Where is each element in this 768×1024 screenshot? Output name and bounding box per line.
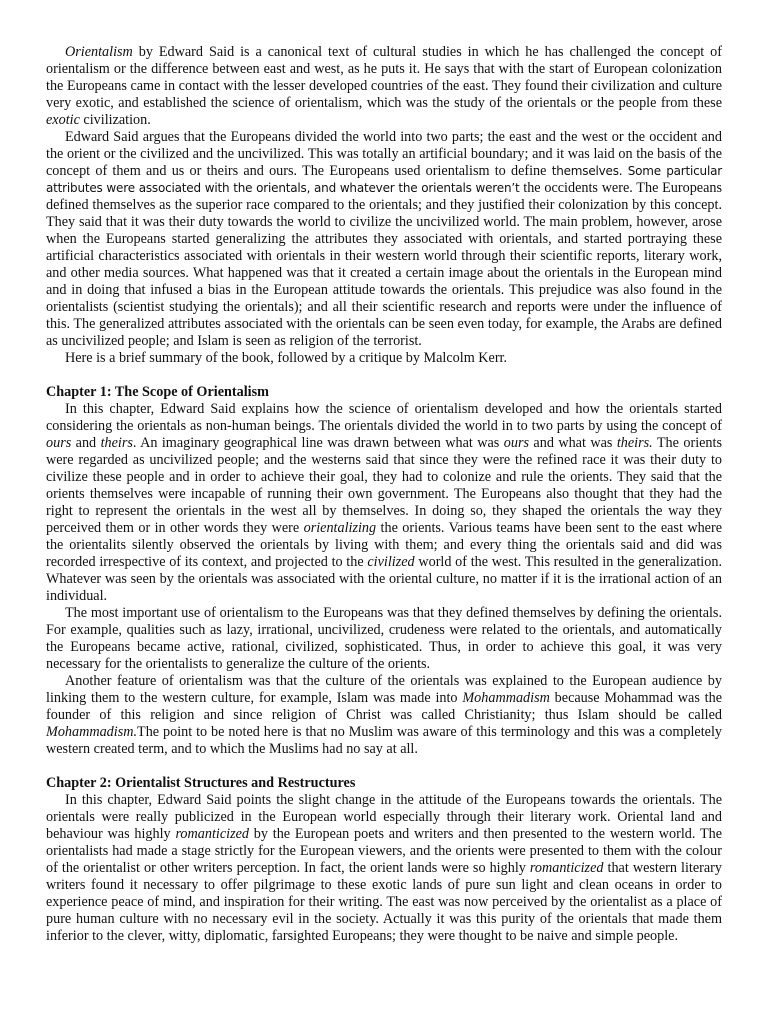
body-text-alt-font: themselves. Some particular attributes were associated with the orientals, and whatever the orientals weren’t — [46, 164, 722, 195]
body-text: by the European poets and writers and then presented to the western world. The orientalists had made a stage strictly for the European viewers, and the orients were presented to them with the colour of the orientalist or other writers perception. In fact, the orient lands were so highly — [46, 826, 722, 876]
italic-text: Orientalism — [65, 44, 133, 60]
intro-paragraph-3: Here is a brief summary of the book, followed by a critique by Malcolm Kerr. — [65, 350, 508, 366]
intro-paragraph-2 — [46, 129, 722, 350]
chapter-1-paragraph-2: The most important use of orientalism to the Europeans was that they defined themselves by defining the orientals. For example, qualities such as lazy, irrational, uncivilized, crudeness were related to the orientals, and automatically the Europeans became active, rational, civilized, sophisticated. Thus, in order to achieve this goal, it was very necessary for the orientalists to generalize the culture of the orients. — [46, 605, 722, 672]
body-text: the occidents were. The Europeans defined themselves as the superior race compared to the orientals; and they justified their colonization by this concept. They said that it was their duty towards the world to civilize the uncivilized world. The main problem, however, arose when the Europeans started generalizing the attributes they associated with orientals, and started portraying these artificial characteristics associated with orientals in their western world through their scientific reports, literary work, and other media sources. What happened was that it created a certain image about the orientals in the European mind and in doing that infused a bias in the European attitude towards the orientals. This prejudice was also found in the orientalists (scientist studying the orientals); and all their scientific research and reports were under the influence of this. The generalized attributes associated with the orientals can be seen even today, for example, the Arabs are defined as uncivilized people; and Islam is seen as religion of the terrorist. — [46, 180, 723, 349]
body-text: . An imaginary geographical line was drawn between what was — [132, 435, 504, 451]
italic-text: civilized — [367, 554, 415, 570]
italic-text: theirs — [100, 435, 133, 451]
chapter-2-paragraph-1 — [46, 792, 722, 945]
body-text: The orients were regarded as uncivilized people; and the westerns said that since they were the refined race it was their duty to civilize these people and in order to achieve their goal, they had to colonize and rule the orients. They said that the orients themselves were incapable of running their own government. The Europeans also thought that they had the right to represent the orientals in the west all by themselves. In doing so, they shaped the orientals the way they perceived them or in other words they were — [46, 435, 722, 536]
italic-text: romanticized — [529, 860, 604, 876]
italic-text: Mohammadism. — [46, 724, 138, 740]
intro-paragraph-1 — [46, 44, 722, 129]
body-text: world of the west. This resulted in the generalization. Whatever was seen by the orientals was associated with the oriental culture, no matter if it is the irrational action of an individual. — [46, 554, 722, 604]
chapter-1-paragraph-1 — [46, 401, 722, 605]
italic-text: Mohammadism — [462, 690, 550, 706]
italic-text: ours — [46, 435, 72, 451]
body-text: civilization. — [79, 112, 151, 128]
body-text: In this chapter, Edward Said points the slight change in the attitude of the Europeans towards the orientals. The orientals were really publicized in the European world especially through their literary work. Oriental land and behaviour was highly — [46, 792, 722, 842]
chapter-1-paragraph-3 — [46, 673, 722, 758]
body-text: Edward Said argues that the Europeans divided the world into two parts; the east and the west or the occident and the orient or the civilized and the uncivilized. This was totally an artificial boundary; and it was laid on the basis of the concept of them and us or theirs and ours. The Europeans used orientalism to define — [46, 129, 722, 179]
body-text: because Mohammad was the founder of this religion and since religion of Christ was called Christianity; thus Islam should be called — [46, 690, 722, 723]
italic-text: romanticized — [175, 826, 249, 842]
italic-text: ours — [503, 435, 529, 451]
body-text: and what was — [529, 435, 617, 451]
chapter-2-heading: Chapter 2: Orientalist Structures and Restructures — [46, 775, 356, 791]
italic-text: exotic — [46, 112, 80, 128]
body-text: that western literary writers found it necessary to offer pilgrimage to these exotic lands of pure sun light and clean oceans in order to experience peace of mind, and inspiration for their writing. The east was now perceived by the orientalist as a place of pure human culture with no necessary evil in the society. Actually it was this purity of the orientals that made them inferior to the clever, witty, diplomatic, farsighted Europeans; they were thought to be naive and simple people. — [46, 860, 722, 944]
body-text: the orients. Various teams have been sent to the east where the orientalits silently observed the orientals by living with them; and every thing the orientals said and did was recorded irrespective of its context, and projected to the — [46, 520, 722, 570]
body-text: by Edward Said is a canonical text of cultural studies in which he has challenged the concept of orientalism or the difference between east and west, as he puts it. He says that with the start of European colonization the Europeans came in contact with the lesser developed countries of the east. They found their civilization and culture very exotic, and established the science of orientalism, which was the study of the orientals or the people from these — [46, 44, 722, 111]
italic-text: theirs. — [616, 435, 653, 451]
body-text: The point to be noted here is that no Muslim was aware of this terminology and this was a completely western created term, and to which the Muslims had no say at all. — [46, 724, 722, 757]
document-page — [46, 44, 722, 945]
italic-text: orientalizing — [303, 520, 377, 536]
body-text: In this chapter, Edward Said explains how the science of orientalism developed and how the orientals started considering the orientals as non-human beings. The orientals divided the world in to two parts by using the concept of — [46, 401, 722, 434]
body-text: Another feature of orientalism was that the culture of the orientals was explained to the European audience by linking them to the western culture, for example, Islam was made into — [46, 673, 722, 706]
body-text: and — [71, 435, 101, 451]
chapter-1-heading: Chapter 1: The Scope of Orientalism — [46, 384, 269, 400]
